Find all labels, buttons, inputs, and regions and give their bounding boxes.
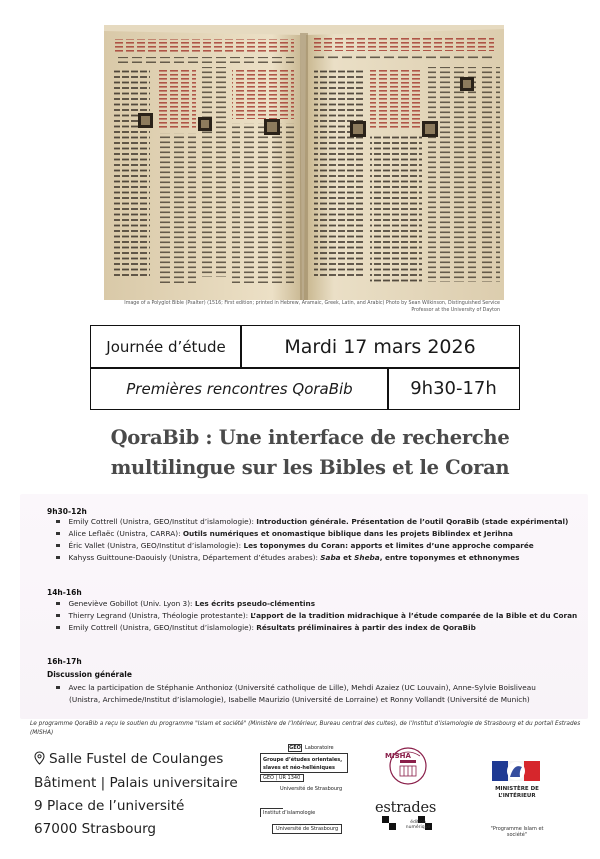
- program-item: Thierry Legrand (Unistra, Théologie protestante): L’apport de la tradition midrachique à l’étude comparée de la Bible et du Coran: [56, 610, 596, 622]
- support-note: Le programme QoraBib a reçu le soutien du programme "Islam et société" (Ministère de l’Intérieur, Bureau central des cultes), de l’Institut d’islamologie de Strasbourg et du portail Estrades (MISHA): [30, 721, 581, 736]
- program-item: Avec la participation de Stéphanie Anthonioz (Université catholique de Lille), Mehdi Azaiez (UC Louvain), Anne-Sylvie Boisliveau (Unistra, Archimede/Institut d’islamologie), Isabelle Maurizio (Université de Lorraine) et Ronny Vollandt (Université de Munich): [56, 682, 596, 705]
- event-hours: 9h30-17h: [410, 378, 497, 399]
- bullet-icon: [56, 532, 60, 536]
- address-street: 9 Place de l’université: [34, 798, 185, 814]
- title-line-2: multilingue sur les Bibles et le Coran: [110, 456, 510, 479]
- program-item: Emily Cottrell (Unistra, GEO/Institut d’islamologie): Introduction générale. Présentation de l’outil QoraBib (stade expérimental): [56, 516, 596, 528]
- location-pin-icon: [34, 751, 45, 765]
- address-building: Bâtiment | Palais universitaire: [34, 775, 238, 791]
- session-time-closing: 16h-17h: [47, 657, 82, 666]
- ministere-name: MINISTÈRE DE L’INTÉRIEUR: [495, 786, 539, 799]
- polyglot-bible-image: [104, 25, 504, 300]
- estrades-subtitle: édition numérique: [405, 820, 431, 830]
- session-time-afternoon: 14h-16h: [47, 588, 82, 597]
- bullet-icon: [56, 626, 60, 630]
- bullet-icon: [56, 614, 60, 618]
- bullet-icon: [56, 602, 60, 606]
- programme-label: "Programme Islam et société": [490, 826, 544, 838]
- estrades-logo: estrades: [375, 800, 437, 816]
- address-city: 67000 Strasbourg: [34, 821, 157, 837]
- bullet-icon: [56, 686, 60, 690]
- title-line-1: QoraBib : Une interface de recherche: [110, 426, 510, 449]
- event-type: Journée d’étude: [106, 337, 226, 356]
- closing-title: Discussion générale: [47, 670, 132, 679]
- event-date: Mardi 17 mars 2026: [284, 335, 476, 358]
- program-item: Geneviève Gobillot (Univ. Lyon 3): Les écrits pseudo-clémentins: [56, 598, 596, 610]
- event-series: Premières rencontres QoraBib: [126, 379, 353, 398]
- program-item: Emily Cottrell (Unistra, GEO/Institut d’islamologie): Résultats préliminaires à partir des index de QoraBib: [56, 622, 596, 634]
- page-title: [20, 423, 600, 483]
- geo-lab-logo: GEO Laboratoire Groupe d’études orientales, slaves et néo-helléniques GEO | UR 1340 Université de Strasbourg: [260, 744, 352, 800]
- bullet-icon: [56, 544, 60, 548]
- program-panel: [20, 494, 588, 719]
- address-room: Salle Fustel de Coulanges: [34, 751, 223, 767]
- program-item: Éric Vallet (Unistra, GEO/Institut d’islamologie): Les toponymes du Coran: apports et limites d’une approche comparée: [56, 540, 596, 552]
- session-time-morning: 9h30-12h: [47, 507, 87, 516]
- misha-label: MISHA: [385, 752, 411, 760]
- program-item: Alice Leflaëc (Unistra, CARRA): Outils numériques et onomastique biblique dans les projets Biblindex et Jerihna: [56, 528, 596, 540]
- image-caption: Image of a Polyglot Bible (Psalter) (1516; First edition; printed in Hebrew, Aramaic, Greek, Latin, and Arabic) Photo by Sean Wilkinson, Distinguished Service Professor at the University of Dayton: [124, 301, 500, 313]
- bullet-icon: [56, 556, 60, 560]
- program-item: Kahyss Guittoune-Daouisly (Unistra, Département d’études arabes): Saba et Sheba, entre toponymes et ethnonymes: [56, 552, 596, 564]
- bullet-icon: [56, 520, 60, 524]
- islamology-institute-logo: Institut d’islamologie Université de Strasbourg: [260, 808, 348, 836]
- event-info-box: [90, 325, 520, 410]
